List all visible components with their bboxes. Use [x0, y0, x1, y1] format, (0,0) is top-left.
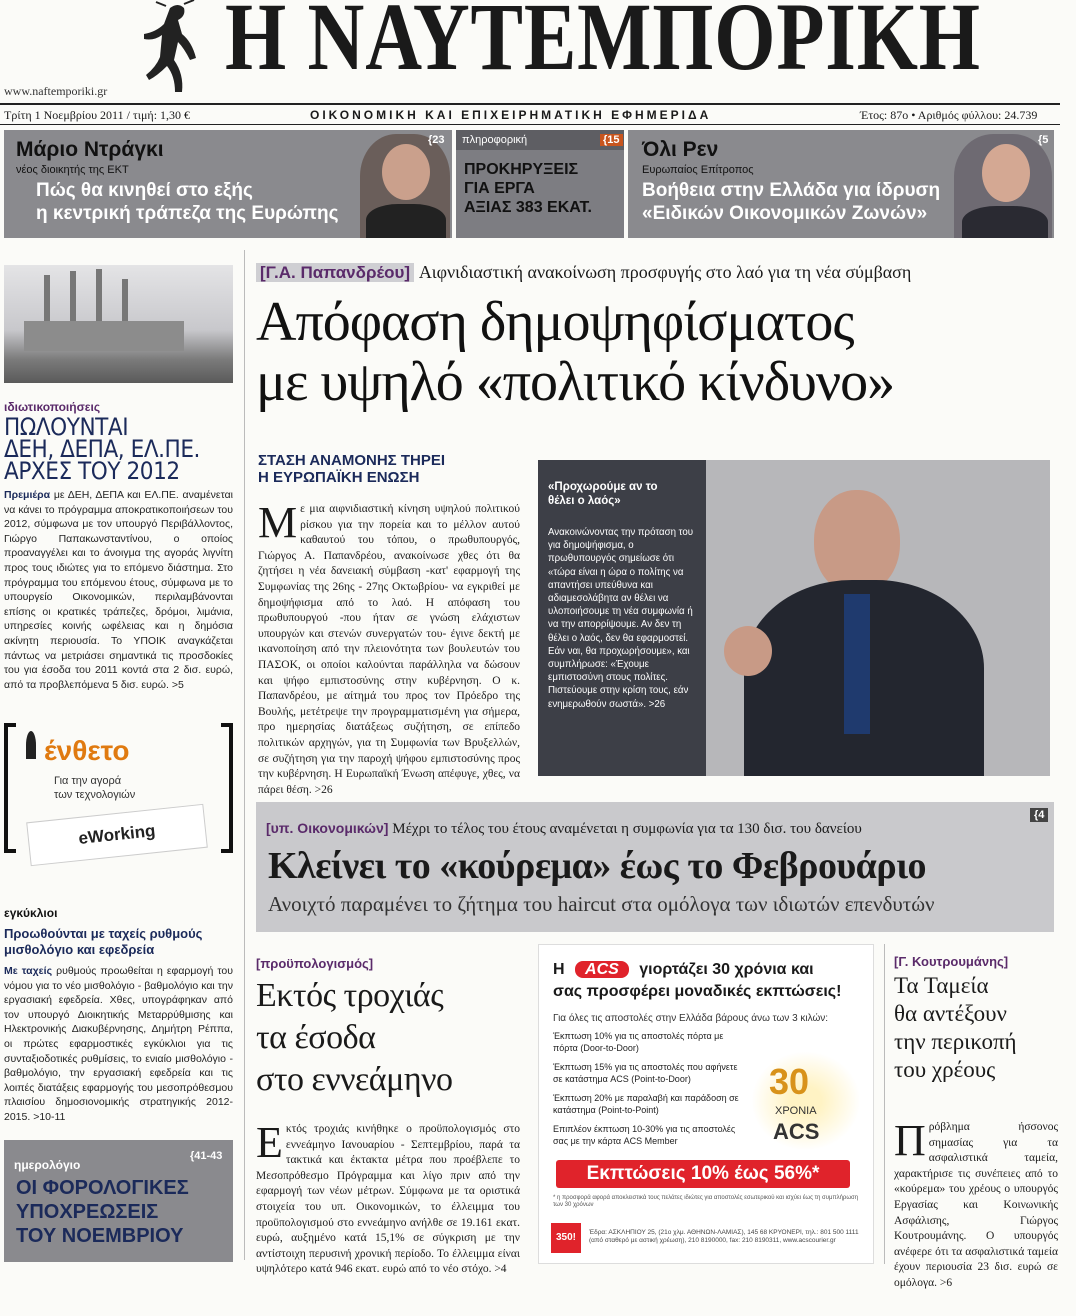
bracket-left [4, 723, 16, 853]
acs-headline-line2: σας προσφέρει μοναδικές εκπτώσεις! [553, 983, 842, 1000]
caption-text: Ανακοινώνοντας την πρόταση του για δημοψήφισμα, ο πρωθυπουργός σημείωσε ότι «τώρα είναι η ώρα ο πολίτης να απαντήσει υπεύθυνα και αδιαμεσολάβητα αν θέλει να υλοποιήσουμε τη νέα συμφωνία ή να την απορρίψουμε. Αν δεν τη θέλει ο λαός, δεν θα εφαρμοστεί. Εάν ναι, θα προχωρήσουμε», και συμπλήρωσε: «Έχουμε εμπιστοσύνη στους πολίτες. Πιστεύουμε στην κρίση τους, εάν ενημερωθούν σωστά». >26 [548, 527, 694, 710]
teaser-it-tenders[interactable] [456, 130, 624, 238]
koutroumanis-kicker: [Γ. Κουτρουμάνης] [894, 954, 1009, 969]
haircut-headline: Κλείνει το «κούρεμα» έως το Φεβρουάριο [268, 845, 927, 887]
acs-headline-line1: Η ACS γιορτάζει 30 χρόνια και [553, 961, 814, 978]
acs-phone-badge: 350! [551, 1223, 581, 1253]
privatization-kicker: ιδιωτικοποιήσεις [4, 400, 101, 414]
photo-caption [538, 460, 706, 776]
teaser-headline-line1: Βοήθεια στην Ελλάδα για ίδρυση [642, 180, 941, 201]
calendar-box[interactable] [4, 1140, 233, 1262]
dateline-rule [0, 124, 1060, 125]
budget-headline[interactable]: Εκτός τροχιάς τα έσοδα στο εννεάμηνο [256, 977, 453, 1098]
calendar-headline: ΟΙ ΦΟΡΟΛΟΓΙΚΕΣ ΥΠΟΧΡΕΩΣΕΙΣ ΤΟΥ ΝΟΕΜΒΡΙΟΥ [16, 1177, 189, 1247]
power-plant-photo [4, 265, 233, 383]
teaser-headline-line2: «Ειδικών Οικονομικών Ζωνών» [642, 203, 928, 224]
lead-body: Με μια αιφνιδιαστική κίνηση υψηλού πολιτικού ρίσκου για την πορεία και το μέλλον αυτού καθαυτού του τόπου, ο πρωθυπουργός, Γιώργος Α. Παπανδρέου, ανακοίνωσε χθες ότι θα ζητήσει η νέα δανειακή σύμβαση -κατ' εφαρμογή της Συμφωνίας της 26ης - 27ης Οκτωβρίου- να εγκριθεί με δημοψήφισμα από το λαό. Η απόφαση του πρωθυπουργού -που ήταν σε γνώση ελάχιστων υπουργών και στενών συνεργατών του- έγινε δεκτή με ικανοποίηση από την πλειονότητα των βουλευτών του ΠΑΣΟΚ, οι οποίοι καλούνται παράλληλα να δώσουν και ψήφο εμπιστοσύνης στην κυβέρνηση. Ο κ. Παπανδρέου, με αίτημά του προς τον Πρόεδρο της Βουλής, μετέτρεψε την προγραμματισμένη για σήμερα, προ ημερησίας διατάξεως συζήτηση, σε επίπεδο πολιτικών αρχηγών, για τη Συμφωνία των Βρυξελλών, σε συζήτηση για την παροχή ψήφου εμπιστοσύνης προς την κυβέρνηση. Η Ευρωπαϊκή Ένωση απέφυγε, χθες, να πάρει θέση. >26 [258, 498, 520, 796]
lead-subhead: ΣΤΑΣΗ ΑΝΑΜΟΝΗΣ ΤΗΡΕΙ Η ΕΥΡΩΠΑΪΚΗ ΕΝΩΣΗ [258, 452, 445, 486]
lead-headline[interactable]: Απόφαση δημοψηφίσματος με υψηλό «πολιτικό κίνδυνο» [256, 291, 895, 413]
teaser-name: Όλι Ρεν [642, 138, 719, 161]
acs-offer: Έκπτωση 20% με παραλαβή και παράδοση σε κατάστημα (Point-to-Point) [553, 1093, 739, 1115]
circular-kicker: εγκύκλιοι [4, 906, 58, 920]
column-divider [884, 944, 885, 1264]
circular-headline[interactable]: Προωθούνται με ταχείς ρυθμούς μισθολόγιο και εφεδρεία [4, 926, 203, 957]
haircut-deck: [υπ. Οικονομικών] Μέχρι το τέλος του έτους αναμένεται η συμφωνία για τα 130 δισ. του δανείου [266, 820, 862, 837]
column-divider [244, 250, 245, 1260]
teaser-rehn[interactable] [628, 130, 1054, 238]
teaser-kicker: πληροφορική [462, 134, 528, 146]
page-ref: {5 [1038, 134, 1049, 146]
tagline: ΟΙΚΟΝΟΜΙΚΗ ΚΑΙ ΕΠΙΧΕΙΡΗΜΑΤΙΚΗ ΕΦΗΜΕΡΙΔΑ [310, 108, 712, 122]
budget-kicker: [προϋπολογισμός] [256, 956, 374, 971]
acs-address: Έδρα: ΑΣΚΛΗΠΙΟΥ 25, (21ο χλμ. ΑΘΗΝΩΝ-ΛΑΜΙΑΣ), 145 68 ΚΡΥΟΝΕΡΙ, τηλ.: 801 500 1111 (από σταθερό με αστική χρέωση), 210 8190000, fax: 210 8190311, www.acscourier.gr [589, 1229, 859, 1244]
acs-30-years-badge: 30 ΧΡΟΝΙΑ ACS [751, 1051, 861, 1151]
teaser-subtitle: Ευρωπαίος Επίτροπος [642, 164, 754, 176]
website-url[interactable]: www.naftemporiki.gr [4, 84, 108, 98]
circular-body: Με ταχείς ρυθμούς προωθείται η εφαρμογή του νόμου για το νέο μισθολόγιο - βαθμολόγιο και την εργασιακή εφεδρεία. Χθες, υπογράφηκαν από τον υπουργό Διοικητικής Μεταρρύθμισης και Ηλεκτρονικής Διακυβέρνησης, Δημήτρη Ρέππα, οι πρώτες εφαρμοστικές εγκύκλιοι για τις συνταξιοδοτικές ρυθμίσεις, το ενιαίο μισθολόγιο - βαθμολόγιο, την εργασιακή εφεδρεία και τις λοιπές διατάξεις εφαρμογής του μεσοπρόθεσμου πλαισίου δημοσιονομικής στρατηγικής 2012-2015. >10-11 [4, 965, 233, 1123]
privatization-body: Πρεμιέρα με ΔΕΗ, ΔΕΠΑ και ΕΛ.ΠΕ. αναμένεται να κάνει το πρόγραμμα αποκρατικοποιήσεων του 2012, σύμφωνα με τον υπουργό Περιβάλλοντος, Γιώργο Παπακωνσταντίνου, ο οποίος προαναγγέλει και το άνοιγμα της αγοράς λιγνίτη προς τους ιδιώτες για το επόμενο διάστημα. Στο πρόγραμμα του επόμενου έτους, σύμφωνα με το υπουργείο Οικονομικών, περιλαμβάνονται επίσης οι κρατικές τράπεζες, δρόμοι, λιμάνια, υπηρεσίες κοινής ωφέλειας και η δημόσια ακίνητη περιουσία. Το ΥΠΟΙΚ αναγκάζεται πάντως να μετριάσει σημαντικά τις προσδοκίες του για έσοδα του 2011 κοντά στα 2 δισ. ευρώ, από τα προβλεπόμενα 5 δισ. ευρώ. >5 [4, 489, 233, 691]
koutroumanis-headline[interactable]: Τα Ταμεία θα αντέξουν την περικοπή του χρέους [894, 973, 1017, 1082]
page-ref: {41-43 [190, 1150, 223, 1162]
bracket-right [221, 723, 233, 853]
lead-deck: [Γ.Α. Παπανδρέου] Αιφνιδιαστική ανακοίνωση προσφυγής στο λαό για τη νέα σύμβαση [256, 262, 911, 283]
acs-discount-banner[interactable]: Εκπτώσεις 10% έως 56%* [556, 1160, 850, 1188]
hermes-small-icon [26, 731, 36, 759]
page-ref: {15 [600, 134, 623, 146]
eworking-label: eWorking [77, 821, 157, 848]
rehn-portrait [954, 134, 1052, 238]
teaser-headline-line1: Πώς θα κινηθεί στο εξής [36, 180, 253, 201]
acs-intro: Για όλες τις αποστολές στην Ελλάδα βάρους άνω των 3 κιλών: [553, 1013, 829, 1024]
hermes-logo-icon [140, 0, 210, 95]
privatization-headline[interactable]: ΠΩΛΟΥΝΤΑΙ ΔΕΗ, ΔΕΠΑ, ΕΛ.ΠΕ. ΑΡΧΕΣ ΤΟΥ 2012 [4, 413, 200, 485]
acs-offer: Επιπλέον έκπτωση 10-30% για τις αποστολές σας με την κάρτα ACS Member [553, 1124, 736, 1146]
draghi-portrait [360, 134, 450, 238]
acs-offer-list [553, 1031, 743, 1147]
budget-body: Εκτός τροχιάς κινήθηκε ο προϋπολογισμός στο εννεάμηνο Ιανουαρίου - Σεπτεμβρίου, παρά τα τακτικά και έκτακτα μέτρα που προέβλεπε το Μεσοπρόθεσμο Πρόγραμμα και λίγο πριν από την εφαρμογή των νέων μέτρων. Σύμφωνα με τα οριστικά στοιχεία του υπ. Οικονομικών, το έλλειμμα του προϋπολογισμού στο εννεάμηνο ανήλθε σε 19.161 εκατ. ευρώ, αυξημένο κατά 15,1% σε σύγκριση με την αντίστοιχη περυσινή χρονική περίοδο. Το έλλειμμα είναι υψηλότερο κατά 946 εκατ. ευρώ από το νέο στόχο. >4 [256, 1118, 520, 1276]
haircut-story[interactable] [256, 802, 1054, 932]
teaser-headline: ΠΡΟΚΗΡΥΞΕΙΣ ΓΙΑ ΕΡΓΑ ΑΞΙΑΣ 383 ΕΚΑΤ. [464, 161, 592, 216]
page-ref: {23 [428, 134, 445, 146]
caption-headline: «Προχωρούμε αν το θέλει ο λαός» [548, 481, 658, 507]
date-price: Τρίτη 1 Νοεμβρίου 2011 / τιμή: 1,30 € [4, 108, 191, 122]
masthead [0, 0, 1076, 100]
koutroumanis-body: Πρόβλημα ήσσονος σημασίας για τα ασφαλιστικά ταμεία, χαρακτήρισε τις συνέπειες από το «κούρεμα» του χρέους ο υπουργός Εργασίας και Κοινωνικής Ασφάλισης, Γιώργος Κουτρουμάνης. Ο υπουργός ανέφερε ότι τα ασφαλιστικά ταμεία έχουν περιουσία 23 δισ. ευρώ σε ομόλογα. >6 [894, 1116, 1058, 1289]
page-ref: {4 [1030, 808, 1048, 822]
acs-offer: Έκπτωση 10% για τις αποστολές πόρτα με πόρτα (Door-to-Door) [553, 1031, 724, 1053]
teaser-draghi[interactable] [4, 130, 452, 238]
issue-number: Έτος: 87ο • Αριθμός φύλλου: 24.739 [860, 108, 1038, 122]
entheto-sub1: Για την αγορά [54, 775, 122, 787]
calendar-kicker: ημερολόγιο [14, 1158, 81, 1172]
acs-advertisement[interactable] [538, 944, 874, 1264]
entheto-title: ένθετο [44, 735, 130, 766]
newspaper-title: Η ΝΑΥΤΕΜΠΟΡΙΚΗ [225, 0, 981, 90]
teaser-subtitle: νέος διοικητής της ΕΚΤ [16, 164, 129, 176]
acs-offer: Έκπτωση 15% για τις αποστολές που αφήνετε σε κατάστημα ACS (Point-to-Door) [553, 1062, 738, 1084]
masthead-rule [0, 103, 1060, 105]
acs-footnote: * η προσφορά αφορά αποκλειστικά τους πελάτες ιδιώτες για αποστολές εσωτερικού και ισχύει έως τη συμπλήρωση των 30 χρόνων [553, 1195, 859, 1208]
teaser-name: Μάριο Ντράγκι [16, 138, 164, 161]
teaser-headline-line2: η κεντρική τράπεζα της Ευρώπης [36, 203, 339, 224]
haircut-subhead: Ανοιχτό παραμένει το ζήτημα του haircut στα ομόλογα των ιδιωτών επενδυτών [268, 892, 935, 916]
entheto-sub2: των τεχνολογιών [54, 789, 136, 801]
